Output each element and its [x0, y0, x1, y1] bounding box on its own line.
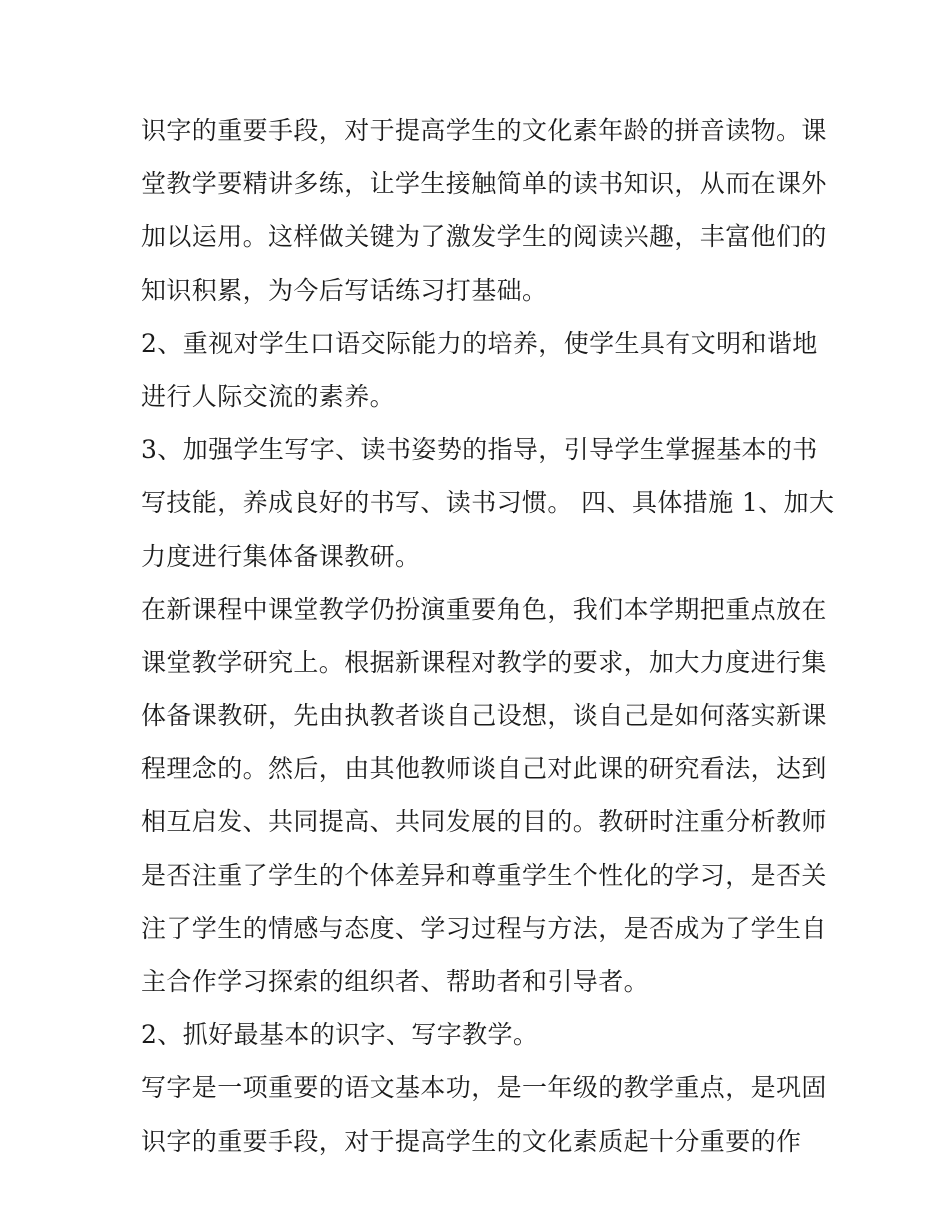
text-line: 主合作学习探索的组织者、帮助者和引导者。	[141, 967, 650, 996]
text-line: 写技能，养成良好的书写、读书习惯。 四、具体措施 1、加大	[141, 488, 835, 518]
text-line: 在新课程中课堂教学仍扮演重要角色，我们本学期把重点放在	[141, 594, 827, 624]
text-line: 加以运用。这样做关键为了激发学生的阅读兴趣，丰富他们的	[141, 222, 827, 252]
text-line: 体备课教研，先由执教者谈自己设想，谈自己是如何落实新课	[141, 701, 827, 731]
text-line: 是否注重了学生的个体差异和尊重学生个性化的学习，是否关	[141, 860, 827, 890]
text-line: 知识积累，为今后写话练习打基础。	[141, 275, 548, 305]
text-line: 注了学生的情感与态度、学习过程与方法，是否成为了学生自	[141, 913, 827, 943]
text-line: 识字的重要手段，对于提高学生的文化素年龄的拼音读物。课	[141, 116, 827, 145]
text-line: 3、加强学生写字、读书姿势的指导，引导学生掌握基本的书	[141, 435, 818, 465]
text-line: 写字是一项重要的语文基本功，是一年级的教学重点，是巩固	[141, 1073, 827, 1103]
text-line: 力度进行集体备课教研。	[141, 541, 421, 571]
text-line: 课堂教学研究上。根据新课程对教学的要求，加大力度进行集	[141, 647, 827, 677]
text-line: 相互启发、共同提高、共同发展的目的。教研时注重分析教师	[141, 807, 827, 837]
document-body	[141, 104, 835, 1168]
text-line: 识字的重要手段，对于提高学生的文化素质起十分重要的作	[141, 1126, 802, 1156]
text-line: 2、抓好最基本的识字、写字教学。	[141, 1020, 539, 1050]
text-line: 2、重视对学生口语交际能力的培养，使学生具有文明和谐地	[141, 328, 818, 358]
text-line: 程理念的。然后，由其他教师谈自己对此课的研究看法，达到	[141, 754, 827, 784]
text-line: 进行人际交流的素养。	[141, 381, 396, 411]
text-line: 堂教学要精讲多练，让学生接触简单的读书知识，从而在课外	[141, 169, 827, 199]
